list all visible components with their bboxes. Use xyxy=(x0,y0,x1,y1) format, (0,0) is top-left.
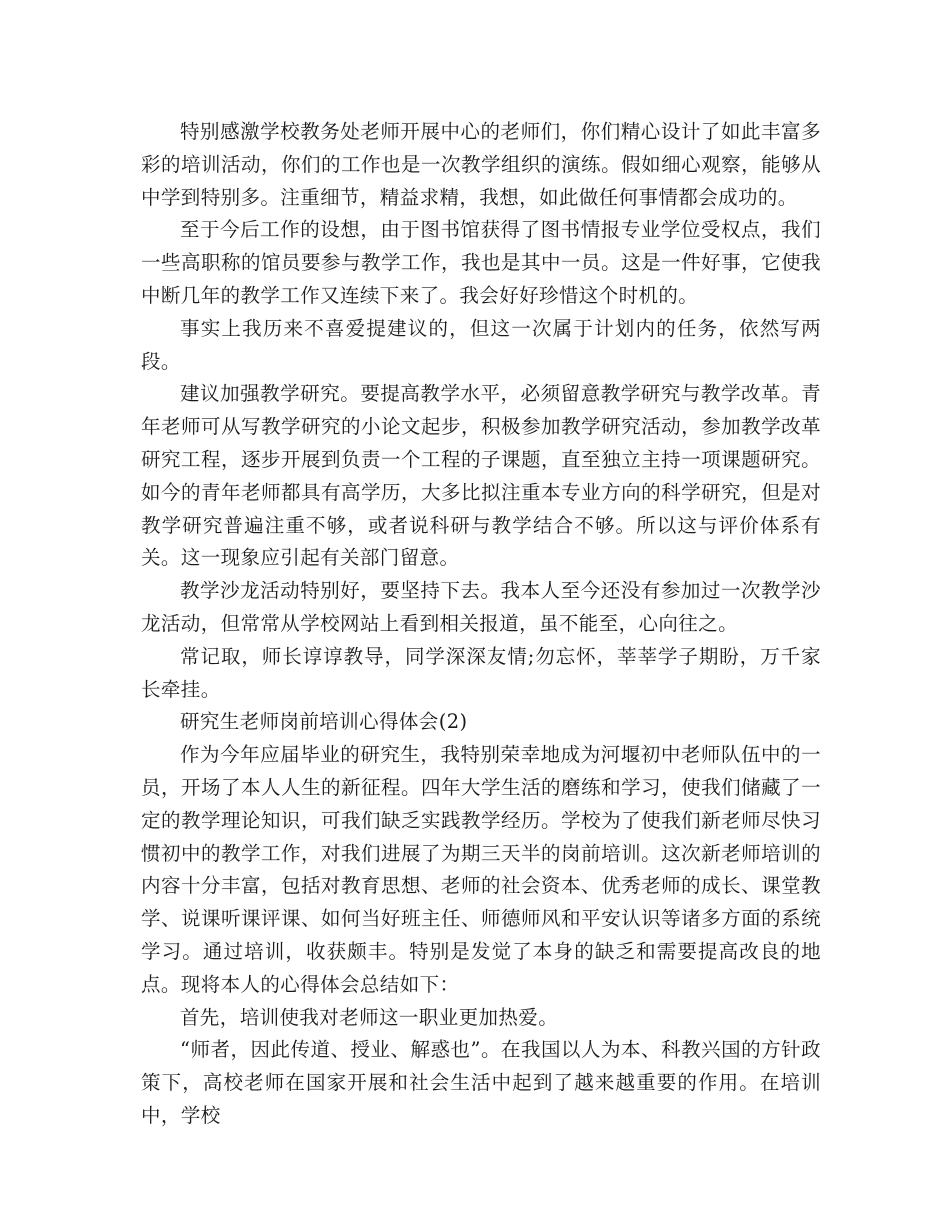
paragraph: 常记取，师长谆谆教导，同学深深友情;勿忘怀，莘莘学子期盼，万千家长牵挂。 xyxy=(141,644,821,701)
section-heading: 研究生老师岗前培训心得体会(2) xyxy=(180,710,468,734)
paragraph: 教学沙龙活动特别好，要坚持下去。我本人至今还没有参加过一次教学沙龙活动，但常常从学校网站上看到相关报道，虽不能至，心向往之。 xyxy=(141,579,821,635)
paragraph: 特别感激学校教务处老师开展中心的老师们，你们精心设计了如此丰富多彩的培训活动，你们的工作也是一次教学组织的演练。假如细心观察，能够从中学到特别多。注重细节，精益求精，我想，如此做任何事情都会成功的。 xyxy=(141,120,821,209)
paragraph: 作为今年应届毕业的研究生，我特别荣幸地成为河堰初中老师队伍中的一员，开场了本人人生的新征程。四年大学生活的磨练和学习，使我们储藏了一定的教学理论知识，可我们缺乏实践教学经历。学校为了使我们新老师尽快习惯初中的教学工作，对我们进展了为期三天半的岗前培训。这次新老师培训的内容十分丰富，包括对教育思想、老师的社会资本、优秀老师的成长、课堂教学、说课听课评课、如何当好班主任、师德师风和平安认识等诸多方面的系统学习。通过培训，收获颇丰。特别是发觉了本身的缺乏和需要提高改良的地点。现将本人的心得体会总结如下： xyxy=(141,743,821,996)
document-body xyxy=(141,116,821,1133)
paragraph: 建议加强教学研究。要提高教学水平，必须留意教学研究与教学改革。青年老师可从写教学研究的小论文起步，积极参加教学研究活动，参加教学改革研究工程，逐步开展到负责一个工程的子课题，直至独立主持一项课题研究。如今的青年老师都具有高学历，大多比拟注重本专业方向的科学研究，但是对教学研究普遍注重不够，或者说科研与教学结合不够。所以这与评价体系有关。这一现象应引起有关部门留意。 xyxy=(141,382,821,570)
paragraph: 首先，培训使我对老师这一职业更加热爱。 xyxy=(180,1005,559,1029)
paragraph: “师者，因此传道、授业、解惑也”。在我国以人为本、科教兴国的方针政策下，高校老师在国家开展和社会生活中起到了越来越重要的作用。在培训中，学校 xyxy=(141,1038,821,1127)
paragraph: 事实上我历来不喜爱提建议的，但这一次属于计划内的任务，依然写两段。 xyxy=(141,316,821,373)
paragraph: 至于今后工作的设想，由于图书馆获得了图书情报专业学位受权点，我们一些高职称的馆员要参与教学工作，我也是其中一员。这是一件好事，它使我中断几年的教学工作又连续下来了。我会好好珍惜这个时机的。 xyxy=(141,218,821,307)
